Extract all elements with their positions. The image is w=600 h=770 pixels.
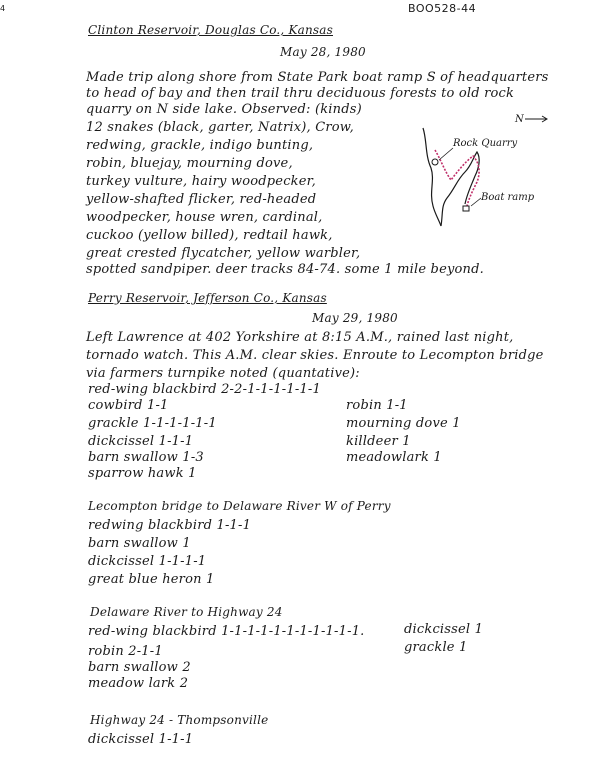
tally-item: redwing blackbird 1-1-1 <box>88 518 252 533</box>
entry1-line: quarry on N side lake. Observed: (kinds) <box>86 102 362 117</box>
entry1-line: redwing, grackle, indigo bunting, <box>86 138 314 153</box>
tally-item: dickcissel 1 <box>404 622 484 637</box>
tally-item: dickcissel 1-1-1-1 <box>88 554 207 569</box>
tally-item: dickcissel 1-1-1 <box>88 434 194 449</box>
tally-item: sparrow hawk 1 <box>88 466 197 481</box>
entry2-date: May 29, 1980 <box>312 311 398 325</box>
trail-route <box>435 150 479 206</box>
tally-item: barn swallow 1 <box>88 536 191 551</box>
rock-quarry-label: Rock Quarry <box>453 138 518 149</box>
rock-quarry-marker-icon <box>432 159 438 165</box>
entry1-line: robin, bluejay, mourning dove, <box>86 156 293 171</box>
tally-item: red-wing blackbird 1-1-1-1-1-1-1-1-1-1-1. <box>88 624 365 639</box>
section2-title: Lecompton bridge to Delaware River W of Perry <box>88 499 391 513</box>
entry1-line: great crested flycatcher, yellow warbler, <box>86 246 361 261</box>
tally-item: barn swallow 2 <box>88 660 191 675</box>
entry1-location: Clinton Reservoir, Douglas Co., Kansas <box>88 23 333 37</box>
tally-item: dickcissel 1-1-1 <box>88 732 194 747</box>
tally-item: cowbird 1-1 <box>88 398 169 413</box>
entry1-line: yellow-shafted flicker, red-headed <box>86 192 317 207</box>
entry1-line: woodpecker, house wren, cardinal, <box>86 210 323 225</box>
entry1-line: turkey vulture, hairy woodpecker, <box>86 174 316 189</box>
entry2-line: Left Lawrence at 402 Yorkshire at 8:15 A.M., rained last night, <box>86 330 514 345</box>
tally-item: meadowlark 1 <box>346 450 442 465</box>
entry2-location: Perry Reservoir, Jefferson Co., Kansas <box>88 291 327 305</box>
entry1-date: May 28, 1980 <box>280 45 366 59</box>
page-edge-mark: 4 <box>0 4 6 13</box>
shoreline-west <box>423 128 441 226</box>
tally-item: barn swallow 1-3 <box>88 450 204 465</box>
rock-quarry-pointer <box>439 148 453 160</box>
entry2-line: via farmers turnpike noted (quantative): <box>86 366 360 381</box>
boat-ramp-pointer <box>471 198 481 206</box>
boat-ramp-label: Boat ramp <box>481 192 535 203</box>
entry1-line: 12 snakes (black, garter, Natrix), Crow, <box>86 120 354 135</box>
tally-item: grackle 1-1-1-1-1-1 <box>88 416 217 431</box>
tally-item: mourning dove 1 <box>346 416 461 431</box>
tally-item: great blue heron 1 <box>88 572 215 587</box>
entry1-line: Made trip along shore from State Park boat ramp S of headquarters <box>86 70 549 85</box>
section3-title: Delaware River to Highway 24 <box>90 605 283 619</box>
shoreline-sketch-map <box>395 110 585 230</box>
tally-item: grackle 1 <box>404 640 468 655</box>
tally-item: killdeer 1 <box>346 434 411 449</box>
tally-item: robin 1-1 <box>346 398 408 413</box>
boat-ramp-marker-icon <box>463 206 469 211</box>
entry1-line: cuckoo (yellow billed), redtail hawk, <box>86 228 333 243</box>
tally-item: red-wing blackbird 2-2-1-1-1-1-1-1 <box>88 382 321 397</box>
entry2-line: tornado watch. This A.M. clear skies. Enroute to Lecompton bridge <box>86 348 544 363</box>
catalog-number: BOO528-44 <box>408 2 477 15</box>
section4-title: Highway 24 - Thompsonville <box>90 713 269 727</box>
tally-item: meadow lark 2 <box>88 676 189 691</box>
entry1-line: to head of bay and then trail thru deciduous forests to old rock <box>86 86 515 101</box>
tally-item: robin 2-1-1 <box>88 644 163 659</box>
entry1-line: spotted sandpiper. deer tracks 84-74. some 1 mile beyond. <box>86 262 484 277</box>
north-label: N <box>515 114 524 125</box>
